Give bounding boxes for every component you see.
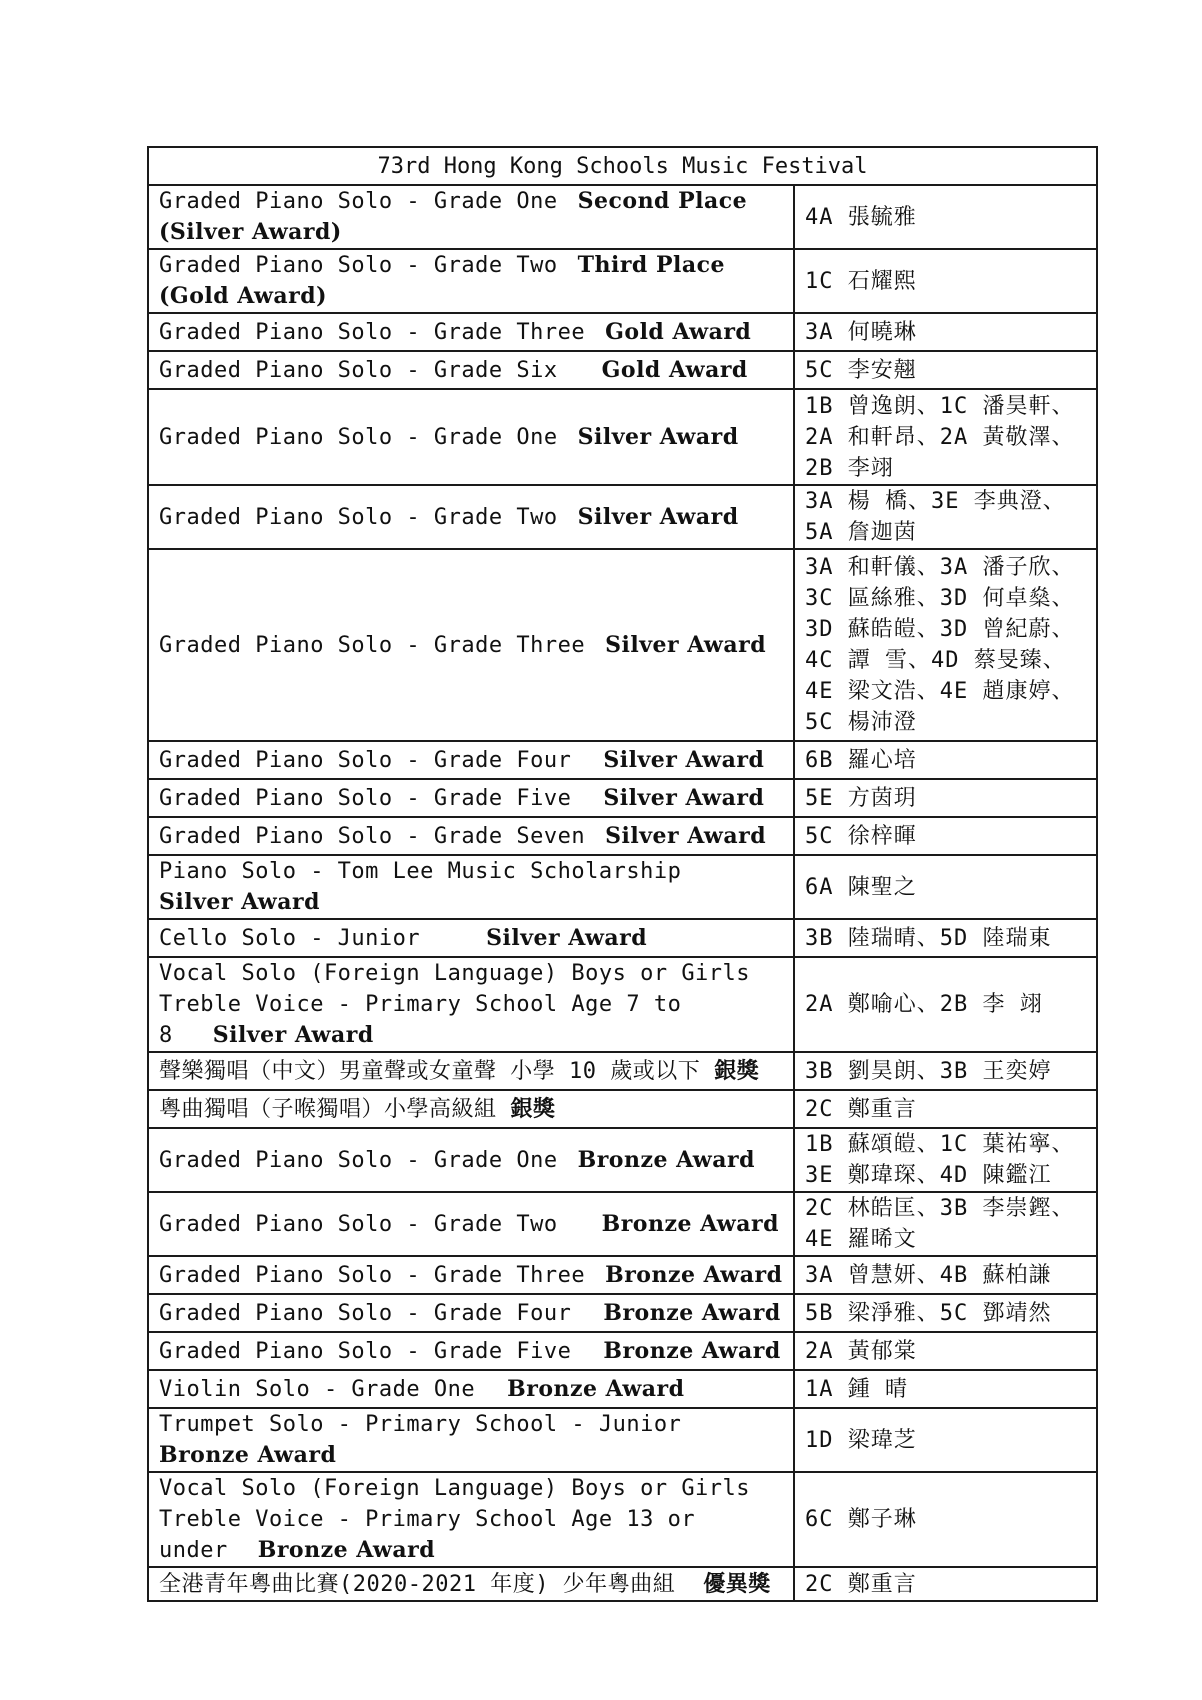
table-row xyxy=(148,741,1097,779)
student-names-cell: 4A 張毓雅 xyxy=(794,185,1097,249)
award-level: Bronze Award xyxy=(507,1375,685,1402)
awards-table xyxy=(147,146,1098,1602)
student-names-cell: 2C 林皓匡、3B 李崇鏗、4E 羅晞文 xyxy=(794,1192,1097,1256)
table-body xyxy=(148,185,1097,1601)
student-names-cell: 3A 曾慧妍、4B 蘇柏謙 xyxy=(794,1256,1097,1294)
student-names-cell: 2C 鄭重言 xyxy=(794,1567,1097,1601)
event-name: Vocal Solo (Foreign Language) Boys or Girls Treble Voice - Primary School Age 7 to 8 xyxy=(159,961,751,1048)
event-name: Graded Piano Solo - Grade Six xyxy=(159,357,558,383)
event-name: Violin Solo - Grade One xyxy=(159,1376,476,1402)
event-cell xyxy=(148,1294,794,1332)
table-row xyxy=(148,1256,1097,1294)
event-cell xyxy=(148,549,794,741)
table-row xyxy=(148,313,1097,351)
event-cell xyxy=(148,1370,794,1408)
event-cell xyxy=(148,351,794,389)
award-level: Third Place (Gold Award) xyxy=(159,252,726,309)
event-cell xyxy=(148,741,794,779)
table-row xyxy=(148,249,1097,313)
table-row xyxy=(148,351,1097,389)
event-cell xyxy=(148,389,794,485)
student-names-cell: 3A 楊 橋、3E 李典澄、5A 詹迦茵 xyxy=(794,485,1097,549)
award-level: Silver Award xyxy=(577,423,739,450)
award-level: Bronze Award xyxy=(159,1442,337,1468)
table-row xyxy=(148,1052,1097,1090)
event-name: Graded Piano Solo - Grade Three xyxy=(159,319,586,345)
event-cell xyxy=(148,1332,794,1370)
event-name: Vocal Solo (Foreign Language) Boys or Girls Treble Voice - Primary School Age 13 or under xyxy=(159,1476,751,1563)
table-row xyxy=(148,1370,1097,1408)
event-cell xyxy=(148,1256,794,1294)
award-level: Bronze Award xyxy=(601,1210,779,1237)
student-names-cell: 3A 何曉琳 xyxy=(794,313,1097,351)
award-level: Gold Award xyxy=(605,318,752,345)
table-row xyxy=(148,779,1097,817)
event-cell xyxy=(148,313,794,351)
table-row xyxy=(148,1332,1097,1370)
table-row xyxy=(148,1567,1097,1601)
event-cell xyxy=(148,1192,794,1256)
award-level: Silver Award xyxy=(603,784,765,811)
table-row xyxy=(148,1128,1097,1192)
table-row xyxy=(148,389,1097,485)
event-name: Graded Piano Solo - Grade Four xyxy=(159,747,572,773)
student-names-cell: 2A 鄭喻心、2B 李 翊 xyxy=(794,957,1097,1052)
event-name: Graded Piano Solo - Grade Two xyxy=(159,253,558,278)
event-cell xyxy=(148,485,794,549)
table-row xyxy=(148,549,1097,741)
student-names-cell: 2A 黃郁棠 xyxy=(794,1332,1097,1370)
event-cell xyxy=(148,249,794,313)
award-level: Silver Award xyxy=(603,746,765,773)
event-cell xyxy=(148,185,794,249)
event-name: Graded Piano Solo - Grade Four xyxy=(159,1300,572,1326)
award-level: Gold Award xyxy=(601,356,748,383)
award-level: Bronze Award xyxy=(257,1537,436,1563)
event-name: 粵曲獨唱（子喉獨唱）小學高級組 xyxy=(159,1096,497,1122)
student-names-cell: 5C 徐梓暉 xyxy=(794,817,1097,855)
student-names-cell: 5E 方茵玥 xyxy=(794,779,1097,817)
table-row xyxy=(148,185,1097,249)
table-row xyxy=(148,855,1097,919)
award-level: Silver Award xyxy=(605,822,767,849)
award-level: Bronze Award xyxy=(603,1299,781,1326)
award-level: Bronze Award xyxy=(603,1337,781,1364)
student-names-cell: 6B 羅心培 xyxy=(794,741,1097,779)
event-cell xyxy=(148,1472,794,1567)
event-cell xyxy=(148,1128,794,1192)
event-cell xyxy=(148,1408,794,1472)
student-names-cell: 6A 陳聖之 xyxy=(794,855,1097,919)
event-name: Graded Piano Solo - Grade Seven xyxy=(159,823,586,849)
award-level: Silver Award xyxy=(605,631,767,658)
student-names-cell: 6C 鄭子琳 xyxy=(794,1472,1097,1567)
student-names-cell: 1A 鍾 晴 xyxy=(794,1370,1097,1408)
table-row xyxy=(148,1294,1097,1332)
event-name: Graded Piano Solo - Grade Five xyxy=(159,785,572,811)
table-row xyxy=(148,1408,1097,1472)
student-names-cell: 2C 鄭重言 xyxy=(794,1090,1097,1128)
event-name: Cello Solo - Junior xyxy=(159,925,421,951)
table-row xyxy=(148,919,1097,957)
event-name: Graded Piano Solo - Grade Three xyxy=(159,632,586,658)
student-names-cell: 1B 曾逸朗、1C 潘昊軒、2A 和軒昂、2A 黃敬澤、2B 李翊 xyxy=(794,389,1097,485)
table-row xyxy=(148,817,1097,855)
student-names-cell: 5C 李安翹 xyxy=(794,351,1097,389)
event-name: 全港青年粵曲比賽(2020-2021 年度) 少年粵曲組 xyxy=(159,1571,676,1597)
event-cell xyxy=(148,919,794,957)
table-row xyxy=(148,957,1097,1052)
table-title: 73rd Hong Kong Schools Music Festival xyxy=(148,147,1097,185)
event-name: Trumpet Solo - Primary School - Junior xyxy=(159,1412,682,1437)
student-names-cell: 3B 陸瑞晴、5D 陸瑞東 xyxy=(794,919,1097,957)
event-name: Graded Piano Solo - Grade One xyxy=(159,424,558,450)
award-level: 優異獎 xyxy=(703,1570,771,1597)
award-level: Bronze Award xyxy=(577,1146,755,1173)
event-name: Graded Piano Solo - Grade One xyxy=(159,1147,558,1173)
student-names-cell: 1C 石耀熙 xyxy=(794,249,1097,313)
student-names-cell: 3A 和軒儀、3A 潘子欣、3C 區絲雅、3D 何卓燊、3D 蘇皓皚、3D 曾紀蔚、4C 譚 雪、4D 蔡旻臻、4E 梁文浩、4E 趙康婷、5C 楊沛澄 xyxy=(794,549,1097,741)
event-cell xyxy=(148,779,794,817)
event-name: Graded Piano Solo - Grade Two xyxy=(159,504,558,530)
student-names-cell: 5B 梁淨雅、5C 鄧靖然 xyxy=(794,1294,1097,1332)
event-name: Graded Piano Solo - Grade Two xyxy=(159,1211,558,1237)
award-level: Bronze Award xyxy=(605,1261,783,1288)
table-row xyxy=(148,1090,1097,1128)
event-cell xyxy=(148,957,794,1052)
award-level: Silver Award xyxy=(486,924,648,951)
award-level: Second Place (Silver Award) xyxy=(159,188,748,245)
student-names-cell: 3B 劉昊朗、3B 王奕婷 xyxy=(794,1052,1097,1090)
award-level: Silver Award xyxy=(577,503,739,530)
table-header-row xyxy=(148,147,1097,185)
student-names-cell: 1D 梁瑋芝 xyxy=(794,1408,1097,1472)
table-row xyxy=(148,485,1097,549)
table-row xyxy=(148,1472,1097,1567)
award-level: 銀獎 xyxy=(510,1095,556,1122)
student-names-cell: 1B 蘇頌皚、1C 葉祐寧、3E 鄭瑋琛、4D 陳鑑江 xyxy=(794,1128,1097,1192)
event-cell xyxy=(148,1052,794,1090)
event-name: Graded Piano Solo - Grade Three xyxy=(159,1262,586,1288)
award-level: 銀獎 xyxy=(714,1057,760,1084)
award-level: Silver Award xyxy=(159,889,320,915)
table-row xyxy=(148,1192,1097,1256)
event-cell xyxy=(148,817,794,855)
award-level: Silver Award xyxy=(212,1022,374,1048)
event-cell xyxy=(148,1090,794,1128)
event-name: Piano Solo - Tom Lee Music Scholarship xyxy=(159,859,682,884)
event-name: Graded Piano Solo - Grade One xyxy=(159,189,558,214)
event-name: 聲樂獨唱（中文）男童聲或女童聲 小學 10 歲或以下 xyxy=(159,1058,701,1084)
event-cell xyxy=(148,1567,794,1601)
event-cell xyxy=(148,855,794,919)
event-name: Graded Piano Solo - Grade Five xyxy=(159,1338,572,1364)
